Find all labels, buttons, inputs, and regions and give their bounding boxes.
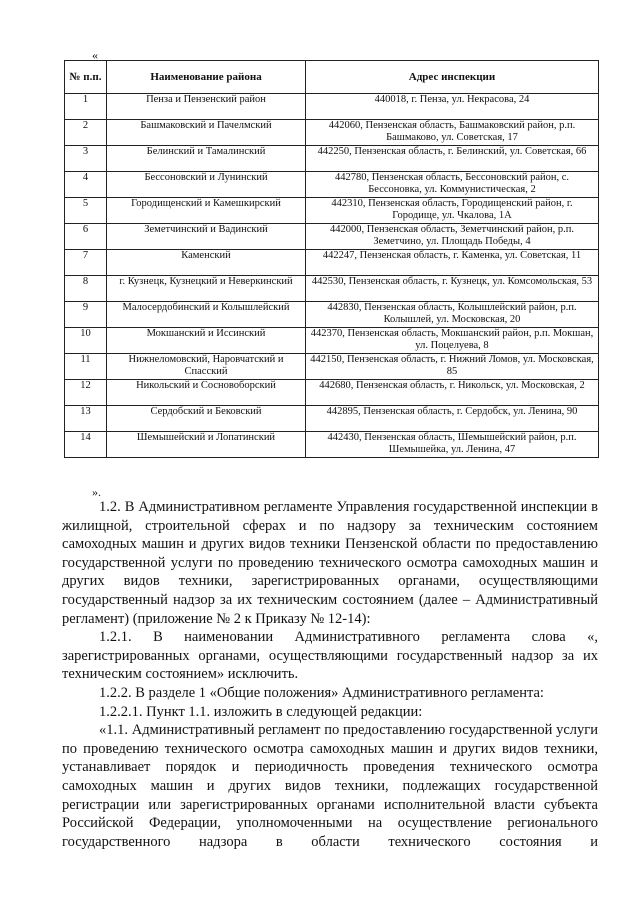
row-district: Шемышейский и Лопатинский (107, 432, 306, 458)
row-district: Нижнеломовский, Наровчатский и Спасский (107, 354, 306, 380)
table-row (65, 146, 599, 172)
table-row (65, 276, 599, 302)
row-district: Бессоновский и Лунинский (107, 172, 306, 198)
table-row (65, 224, 599, 250)
table-row (65, 354, 599, 380)
row-address: 442370, Пензенская область, Мокшанский район, р.п. Мокшан, ул. Поцелуева, 8 (306, 328, 599, 354)
table-row (65, 172, 599, 198)
table-row (65, 380, 599, 406)
row-district: Городищенский и Камешкирский (107, 198, 306, 224)
row-number: 9 (65, 302, 107, 328)
paragraph-1-2: 1.2. В Административном регламенте Управления государственной инспекции в жилищной, строительной сферах и по надзору за техническим состоянием самоходных машин и других видов техники Пензенской области по предоставлению государственной услуги по проведению технического осмотра самоходных машин и других видов техники, зарегистрированных органами, осуществляющими государственный надзор за их техническим состоянием (далее – Административный регламент) (приложение № 2 к Приказу № 12-14): (62, 499, 598, 627)
row-address: 440018, г. Пенза, ул. Некрасова, 24 (306, 94, 599, 120)
header-number: № п.п. (65, 61, 107, 94)
row-address: 442830, Пензенская область, Колышлейский район, р.п. Колышлей, ул. Московская, 20 (306, 302, 599, 328)
row-number: 11 (65, 354, 107, 380)
row-district: Никольский и Сосновоборский (107, 380, 306, 406)
table-row (65, 250, 599, 276)
row-address: 442310, Пензенская область, Городищенский район, г. Городище, ул. Чкалова, 1А (306, 198, 599, 224)
row-address: 442250, Пензенская область, г. Белинский, ул. Советская, 66 (306, 146, 599, 172)
row-number: 10 (65, 328, 107, 354)
table-row (65, 120, 599, 146)
paragraph-1-2-1: 1.2.1. В наименовании Административного регламента слова «, зарегистрированных органами, осуществляющими государственный надзор за их техническим состоянием» исключить. (62, 629, 598, 683)
row-address: 442150, Пензенская область, г. Нижний Ломов, ул. Московская, 85 (306, 354, 599, 380)
row-district: Башмаковский и Пачелмский (107, 120, 306, 146)
row-address: 442000, Пензенская область, Земетчинский район, р.п. Земетчино, ул. Площадь Победы, 4 (306, 224, 599, 250)
row-number: 12 (65, 380, 107, 406)
table-row (65, 302, 599, 328)
row-district: Пенза и Пензенский район (107, 94, 306, 120)
paragraph-1-2-2-1: 1.2.2.1. Пункт 1.1. изложить в следующей редакции: (99, 703, 423, 720)
row-district: Белинский и Тамалинский (107, 146, 306, 172)
row-address: 442060, Пензенская область, Башмаковский район, р.п. Башмаково, ул. Советская, 17 (306, 120, 599, 146)
table-row (65, 94, 599, 120)
row-address: 442680, Пензенская область, г. Никольск, ул. Московская, 2 (306, 380, 599, 406)
row-address: 442247, Пензенская область, г. Каменка, ул. Советская, 11 (306, 250, 599, 276)
paragraph-1-2-2: 1.2.2. В разделе 1 «Общие положения» Административного регламента: (99, 684, 544, 701)
row-address: 442780, Пензенская область, Бессоновский район, с. Бессоновка, ул. Коммунистическая, 2 (306, 172, 599, 198)
header-district: Наименование района (107, 61, 306, 94)
row-district: г. Кузнецк, Кузнецкий и Неверкинский (107, 276, 306, 302)
body-text (62, 498, 598, 851)
row-address: 442430, Пензенская область, Шемышейский район, р.п. Шемышейка, ул. Ленина, 47 (306, 432, 599, 458)
table-row (65, 198, 599, 224)
table-row (65, 432, 599, 458)
row-number: 6 (65, 224, 107, 250)
row-number: 2 (65, 120, 107, 146)
closing-quote: ». (92, 485, 101, 499)
row-district: Сердобский и Бековский (107, 406, 306, 432)
row-district: Мокшанский и Иссинский (107, 328, 306, 354)
row-address: 442895, Пензенская область, г. Сердобск, ул. Ленина, 90 (306, 406, 599, 432)
paragraph-quoted-1-1: «1.1. Административный регламент по предоставлению государственной услуги по проведению технического осмотра самоходных машин и других видов техники, устанавливает порядок и периодичность проведения технического осмотра самоходных машин и других видов техники, подлежащих государственной регистрации или зарегистрированных органами исполнительной власти субъекта Российской Федерации, уполномоченными на осуществление регионального государственного надзора в области технического состояния и (62, 722, 598, 850)
table-row (65, 406, 599, 432)
row-district: Каменский (107, 250, 306, 276)
opening-quote: « (92, 48, 98, 62)
row-number: 3 (65, 146, 107, 172)
table-header-row (65, 61, 599, 94)
row-number: 8 (65, 276, 107, 302)
row-address: 442530, Пензенская область, г. Кузнецк, ул. Комсомольская, 53 (306, 276, 599, 302)
row-number: 14 (65, 432, 107, 458)
row-number: 13 (65, 406, 107, 432)
row-district: Малосердобинский и Колышлейский (107, 302, 306, 328)
table-row (65, 328, 599, 354)
header-address: Адрес инспекции (306, 61, 599, 94)
row-number: 1 (65, 94, 107, 120)
row-number: 4 (65, 172, 107, 198)
row-number: 7 (65, 250, 107, 276)
inspections-table (64, 60, 599, 458)
row-district: Земетчинский и Вадинский (107, 224, 306, 250)
row-number: 5 (65, 198, 107, 224)
